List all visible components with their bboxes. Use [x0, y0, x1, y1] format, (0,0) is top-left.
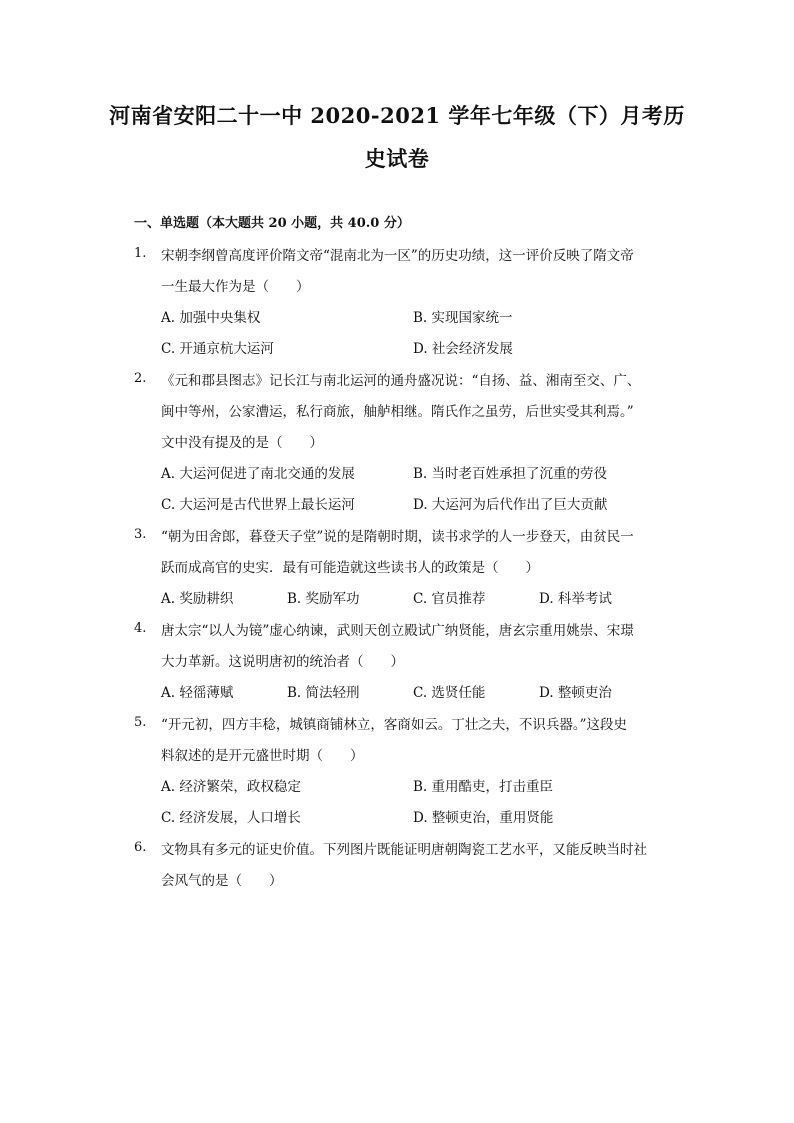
option-d[interactable]: D. 大运河为后代作出了巨大贡献: [413, 497, 608, 513]
question-number: 5.: [134, 715, 147, 730]
option-a[interactable]: A. 加强中央集权: [161, 310, 261, 326]
option-b[interactable]: B. 当时老百姓承担了沉重的劳役: [413, 466, 608, 482]
section-heading: 一、单选题（本大题共 20 小题，共 40.0 分）: [134, 216, 410, 231]
option-d[interactable]: D. 整顿吏治，重用贤能: [413, 810, 554, 826]
option-b[interactable]: B. 实现国家统一: [413, 310, 513, 326]
question-text-line: “开元初，四方丰稔，城镇商铺林立，客商如云。丁壮之夫，不识兵器。”这段史: [161, 717, 628, 733]
exam-title-line-1: 河南省安阳二十一中 2020-2021 学年七年级（下）月考历: [109, 103, 685, 128]
option-c[interactable]: C. 开通京杭大运河: [161, 341, 274, 357]
question-text-line: 文中没有提及的是（ ）: [161, 435, 323, 451]
option-b[interactable]: B. 重用酷吏，打击重臣: [413, 779, 554, 795]
question-number: 4.: [134, 621, 147, 636]
question-number: 2.: [134, 371, 147, 386]
option-d[interactable]: D. 科举考试: [539, 591, 612, 607]
question-text-line: 《元和郡县图志》记长江与南北运河的通舟盛况说：“自扬、益、湘南至交、广、: [161, 373, 641, 389]
question-text-line: 闽中等州，公家漕运，私行商旅，舳舻相继。隋氏作之虽劳，后世实受其利焉。”: [161, 404, 634, 420]
question-number: 6.: [134, 840, 147, 855]
question-text-line: 会风气的是（ ）: [161, 873, 283, 889]
question-text-line: “朝为田舍郎，暮登天子堂”说的是隋朝时期，读书求学的人一步登天，由贫民一: [161, 529, 634, 545]
option-a[interactable]: A. 经济繁荣，政权稳定: [161, 779, 301, 795]
option-c[interactable]: C. 大运河是古代世界上最长运河: [161, 497, 355, 513]
question-text-line: 跃而成高官的史实．最有可能造就这些读书人的政策是（ ）: [161, 560, 539, 576]
option-a[interactable]: A. 轻徭薄赋: [161, 685, 234, 701]
question-number: 3.: [134, 527, 147, 542]
question-text-line: 文物具有多元的证史价值。下列图片既能证明唐朝陶瓷工艺水平，又能反映当时社: [161, 842, 647, 858]
option-a[interactable]: A. 奖励耕织: [161, 591, 234, 607]
question-text-line: 唐太宗“以人为镜”虚心纳谏，武则天创立殿试广纳贤能，唐玄宗重用姚崇、宋璟: [161, 623, 634, 639]
option-b[interactable]: B. 简法轻刑: [287, 685, 360, 701]
option-c[interactable]: C. 经济发展，人口增长: [161, 810, 301, 826]
exam-title-line-2: 史试卷: [364, 146, 430, 171]
option-b[interactable]: B. 奖励军功: [287, 591, 360, 607]
question-text-line: 一生最大作为是（ ）: [161, 279, 310, 295]
option-a[interactable]: A. 大运河促进了南北交通的发展: [161, 466, 355, 482]
option-c[interactable]: C. 官员推荐: [413, 591, 486, 607]
question-text-line: 大力革新。这说明唐初的统治者（ ）: [161, 654, 404, 670]
question-number: 1.: [134, 246, 147, 261]
question-text-line: 料叙述的是开元盛世时期（ ）: [161, 748, 364, 764]
option-d[interactable]: D. 整顿吏治: [539, 685, 612, 701]
option-d[interactable]: D. 社会经济发展: [413, 341, 513, 357]
question-text-line: 宋朝李纲曾高度评价隋文帝“混南北为一区”的历史功绩，这一评价反映了隋文帝: [161, 248, 634, 264]
option-c[interactable]: C. 选贤任能: [413, 685, 486, 701]
